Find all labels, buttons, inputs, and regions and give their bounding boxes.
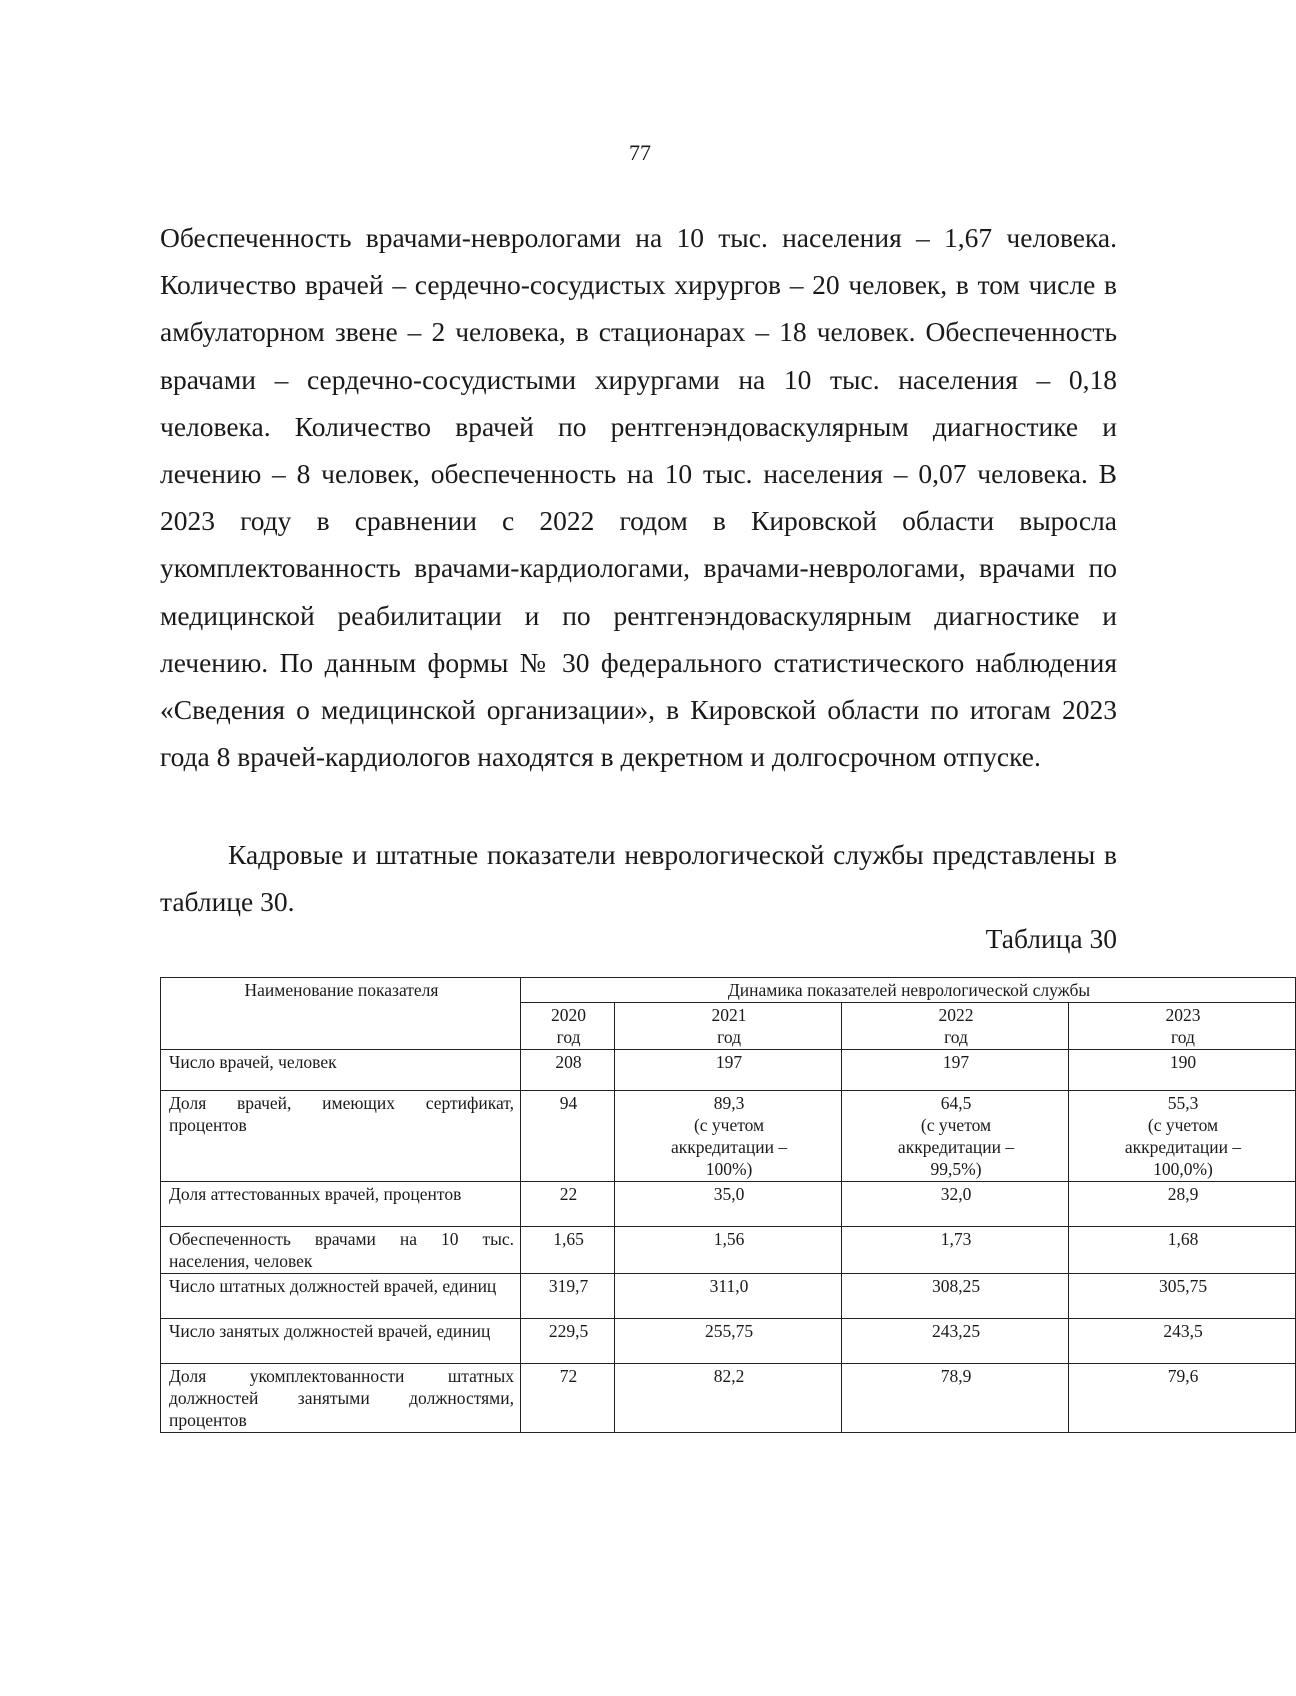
cell-value: 319,7 — [521, 1274, 615, 1319]
table-caption: Таблица 30 — [985, 923, 1117, 954]
cell-value: 1,65 — [521, 1227, 615, 1274]
cell-value: 35,0 — [615, 1182, 842, 1227]
cell-value: 308,25 — [842, 1274, 1069, 1319]
page-number: 77 — [629, 140, 651, 165]
cell-value: 243,25 — [842, 1319, 1069, 1364]
cell-value: 32,0 — [842, 1182, 1069, 1227]
cell-value: 82,2 — [615, 1364, 842, 1433]
cell-value: 64,5 (с учетом аккредитации – 99,5%) — [842, 1091, 1069, 1182]
cell-value: 94 — [521, 1091, 615, 1182]
cell-value: 22 — [521, 1182, 615, 1227]
cell-value: 255,75 — [615, 1319, 842, 1364]
cell-value: 1,73 — [842, 1227, 1069, 1274]
cell-value: 79,6 — [1069, 1364, 1296, 1433]
table-row — [161, 1319, 1296, 1364]
cell-value: 28,9 — [1069, 1182, 1296, 1227]
body-paragraph-1: Обеспеченность врачами-неврологами на 10 тыс. населения – 1,67 человека. Количество врачей – сердечно-сосудистых хирургов – 20 человек, в том числе в амбулаторном звене – 2 человека, в стационарах – 18 человек. Обеспеченность врачами – сердечно-сосудистыми хирургами на 10 тыс. населения – 0,18 человека. Количество врачей по рентгенэндоваскулярным диагностике и лечению – 8 человек, обеспеченность на 10 тыс. населения – 0,07 человека. В 2023 году в сравнении с 2022 годом в Кировской области выросла укомплектованность врачами-кардиологами, врачами-неврологами, врачами по медицинской реабилитации и по рентгенэндоваскулярным диагностике и лечению. По данным формы № 30 федерального статистического наблюдения «Сведения о медицинской организации», в Кировской области по итогам 2023 года 8 врачей-кардиологов находятся в декретном и долгосрочном отпуске. — [160, 222, 1117, 773]
table-row — [161, 1091, 1296, 1182]
table-row — [161, 1364, 1296, 1433]
cell-value: 243,5 — [1069, 1319, 1296, 1364]
header-year-2023: 2023 год — [1069, 1003, 1296, 1050]
table-row — [161, 1182, 1296, 1227]
cell-value: 1,56 — [615, 1227, 842, 1274]
cell-value: 197 — [615, 1050, 842, 1091]
cell-value: 311,0 — [615, 1274, 842, 1319]
row-label: Доля врачей, имеющих сертификат, процентов — [161, 1091, 521, 1182]
cell-value: 305,75 — [1069, 1274, 1296, 1319]
cell-value: 190 — [1069, 1050, 1296, 1091]
row-label: Доля укомплектованности штатных должностей занятыми должностями, процентов — [161, 1364, 521, 1433]
header-name-column: Наименование показателя — [161, 978, 521, 1050]
cell-value: 78,9 — [842, 1364, 1069, 1433]
body-paragraph-2: Кадровые и штатные показатели неврологической службы представлены в таблице 30. — [160, 839, 1117, 918]
cell-value: 72 — [521, 1364, 615, 1433]
table-row — [161, 1050, 1296, 1091]
cell-value: 89,3 (с учетом аккредитации – 100%) — [615, 1091, 842, 1182]
row-label: Число врачей, человек — [161, 1050, 521, 1091]
row-label: Число штатных должностей врачей, единиц — [161, 1274, 521, 1319]
cell-value: 197 — [842, 1050, 1069, 1091]
cell-value: 55,3 (с учетом аккредитации – 100,0%) — [1069, 1091, 1296, 1182]
header-year-2020: 2020 год — [521, 1003, 615, 1050]
header-dynamics-group: Динамика показателей неврологической службы — [521, 978, 1296, 1003]
row-label: Обеспеченность врачами на 10 тыс. населения, человек — [161, 1227, 521, 1274]
indicators-table — [160, 977, 1296, 1433]
row-label: Доля аттестованных врачей, процентов — [161, 1182, 521, 1227]
header-year-2021: 2021 год — [615, 1003, 842, 1050]
cell-value: 208 — [521, 1050, 615, 1091]
table-row — [161, 1227, 1296, 1274]
table-row — [161, 1274, 1296, 1319]
header-year-2022: 2022 год — [842, 1003, 1069, 1050]
row-label: Число занятых должностей врачей, единиц — [161, 1319, 521, 1364]
cell-value: 1,68 — [1069, 1227, 1296, 1274]
cell-value: 229,5 — [521, 1319, 615, 1364]
